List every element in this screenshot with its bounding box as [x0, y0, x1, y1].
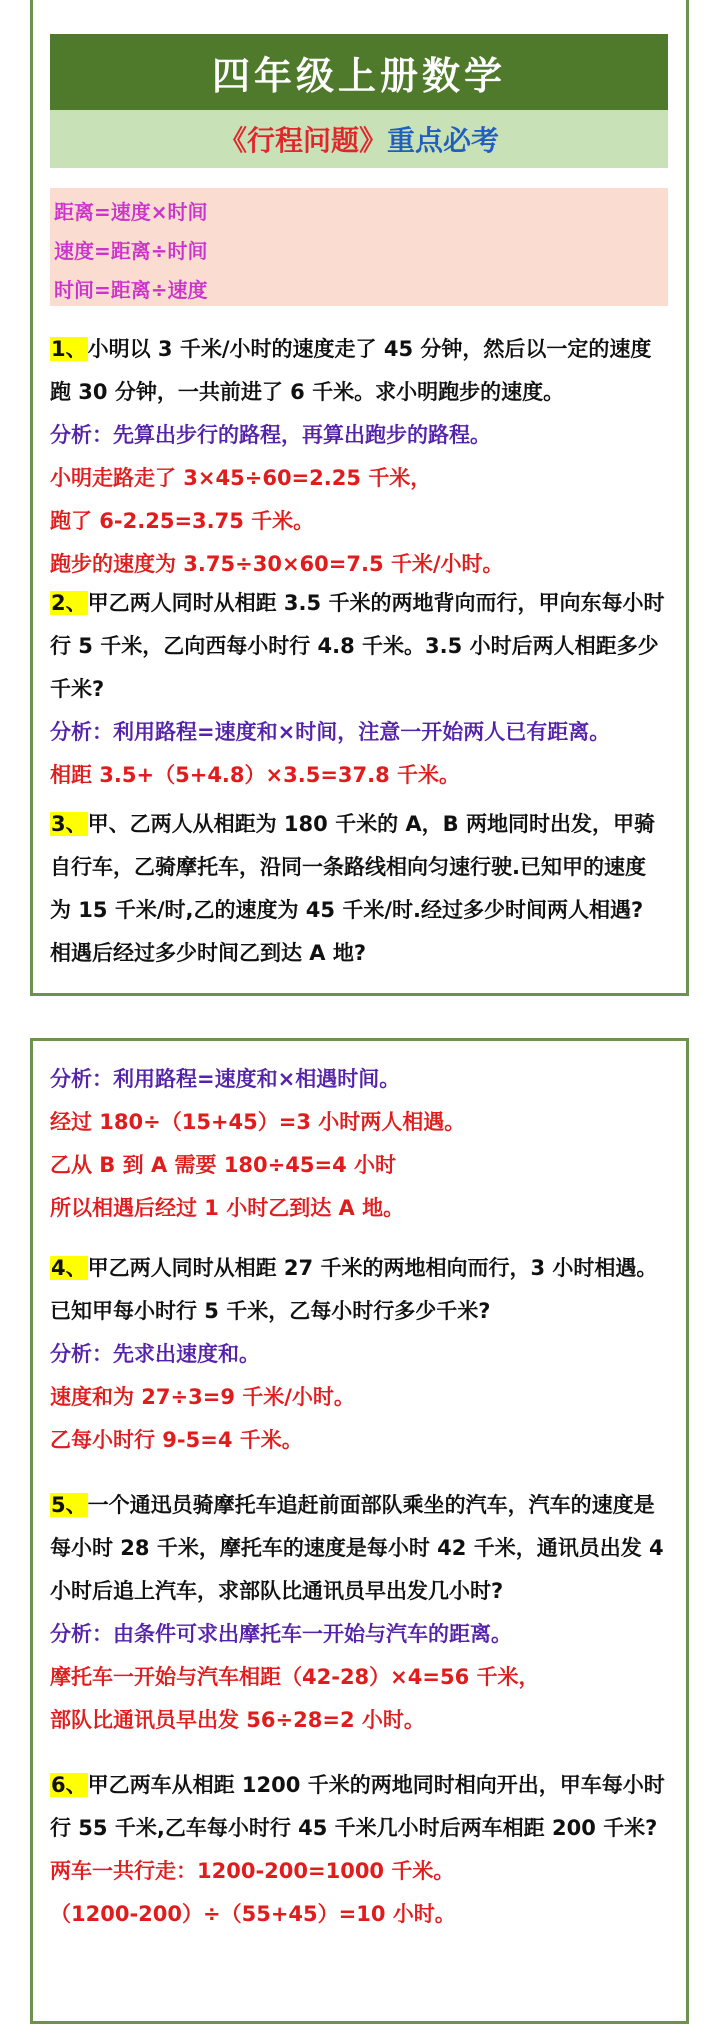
question-line: 行 5 千米，乙向西每小时行 4.8 千米。3.5 小时后两人相距多少	[50, 634, 659, 658]
question-line: 自行车，乙骑摩托车，沿同一条路线相向匀速行驶.已知甲的速度	[50, 855, 646, 879]
solution-line: 乙每小时行 9-5=4 千米。	[50, 1428, 303, 1452]
formula-box	[50, 188, 668, 306]
question-line: 相遇后经过多少时间乙到达 A 地?	[50, 941, 367, 965]
problem-number: 2、	[51, 591, 87, 615]
problem-number: 1、	[51, 337, 87, 361]
solution-line: 所以相遇后经过 1 小时乙到达 A 地。	[50, 1196, 405, 1220]
question-line: 跑 30 分钟，一共前进了 6 千米。求小明跑步的速度。	[50, 380, 565, 404]
page-subtitle	[50, 110, 668, 168]
analysis-line: 分析：利用路程=速度和×时间，注意一开始两人已有距离。	[50, 720, 611, 744]
analysis-line: 分析：利用路程=速度和×相遇时间。	[50, 1067, 401, 1091]
question-line: 1、小明以 3 千米/小时的速度走了 45 分钟，然后以一定的速度	[51, 337, 652, 361]
subtitle-topic: 《行程问题》	[218, 124, 387, 157]
solution-line: 乙从 B 到 A 需要 180÷45=4 小时	[50, 1153, 396, 1177]
problem-number: 3、	[51, 812, 87, 836]
solution-line: 小明走路走了 3×45÷60=2.25 千米，	[50, 466, 432, 490]
formula-distance: 距离=速度×时间	[54, 200, 208, 224]
solution-line: 两车一共行走：1200-200=1000 千米。	[50, 1859, 455, 1883]
problem-4	[50, 1247, 680, 1462]
page-title: 四年级上册数学	[50, 34, 668, 110]
question-line: 已知甲每小时行 5 千米，乙每小时行多少千米?	[50, 1299, 491, 1323]
question-line: 每小时 28 千米，摩托车的速度是每小时 42 千米，通讯员出发 4	[50, 1536, 664, 1560]
problem-6	[50, 1764, 680, 1936]
solution-line: （1200-200）÷（55+45）=10 小时。	[50, 1902, 456, 1926]
question-line: 为 15 千米/时,乙的速度为 45 千米/时.经过多少时间两人相遇?	[50, 898, 644, 922]
question-line: 3、甲、乙两人从相距为 180 千米的 A，B 两地同时出发，甲骑	[51, 812, 655, 836]
solution-line: 经过 180÷（15+45）=3 小时两人相遇。	[50, 1110, 466, 1134]
solution-line: 相距 3.5+（5+4.8）×3.5=37.8 千米。	[50, 763, 461, 787]
question-line: 千米?	[50, 677, 105, 701]
formula-time: 时间=距离÷速度	[54, 278, 208, 302]
problem-3-solution	[50, 1058, 680, 1230]
analysis-line: 分析：由条件可求出摩托车一开始与汽车的距离。	[50, 1622, 512, 1646]
solution-line: 部队比通讯员早出发 56÷28=2 小时。	[50, 1708, 425, 1732]
problem-number: 6、	[51, 1773, 87, 1797]
question-line: 2、甲乙两人同时从相距 3.5 千米的两地背向而行，甲向东每小时	[51, 591, 665, 615]
question-line: 4、甲乙两人同时从相距 27 千米的两地相向而行，3 小时相遇。	[51, 1256, 658, 1280]
analysis-line: 分析：先求出速度和。	[50, 1342, 260, 1366]
problem-1	[50, 328, 680, 586]
problem-3	[50, 803, 680, 975]
formula-speed: 速度=距离÷时间	[54, 239, 208, 263]
analysis-line: 分析：先算出步行的路程，再算出跑步的路程。	[50, 423, 491, 447]
solution-line: 摩托车一开始与汽车相距（42-28）×4=56 千米，	[50, 1665, 540, 1689]
problem-2	[50, 582, 680, 797]
question-line: 5、一个通迅员骑摩托车追赶前面部队乘坐的汽车，汽车的速度是	[51, 1493, 655, 1517]
solution-line: 跑了 6-2.25=3.75 千米。	[50, 509, 315, 533]
question-line: 6、甲乙两车从相距 1200 千米的两地同时相向开出，甲车每小时	[51, 1773, 665, 1797]
solution-line: 速度和为 27÷3=9 千米/小时。	[50, 1385, 355, 1409]
problem-5	[50, 1484, 680, 1742]
problem-number: 4、	[51, 1256, 87, 1280]
question-line: 行 55 千米,乙车每小时行 45 千米几小时后两车相距 200 千米?	[50, 1816, 658, 1840]
problem-number: 5、	[51, 1493, 87, 1517]
solution-line: 跑步的速度为 3.75÷30×60=7.5 千米/小时。	[50, 552, 504, 576]
subtitle-emphasis: 重点必考	[387, 124, 500, 157]
question-line: 小时后追上汽车，求部队比通讯员早出发几小时?	[50, 1579, 504, 1603]
